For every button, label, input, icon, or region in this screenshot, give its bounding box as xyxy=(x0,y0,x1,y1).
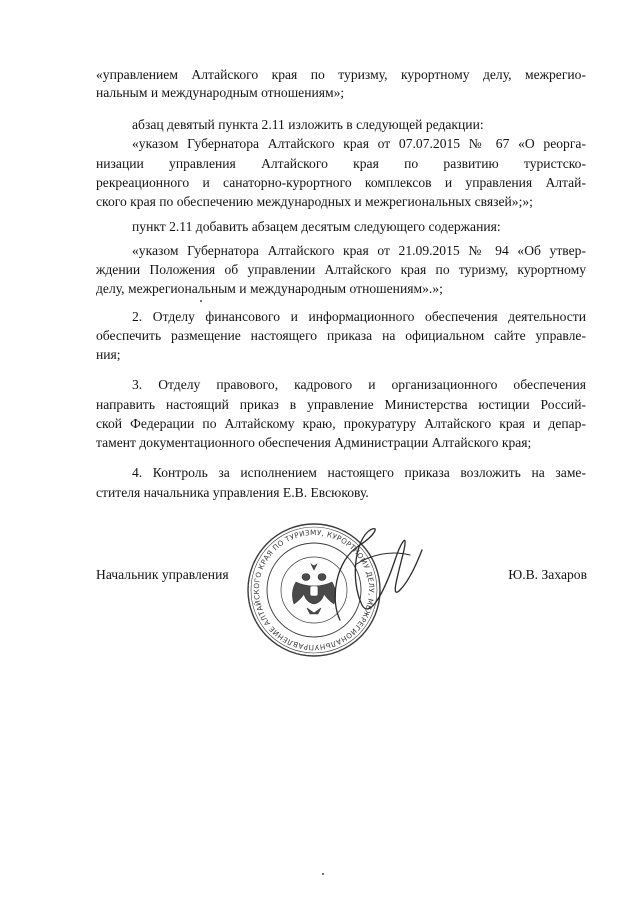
text-line: нальным и международным отношениям»; xyxy=(96,85,345,100)
text-line: абзац девятый пункта 2.11 изложить в следующей редакции: xyxy=(132,117,484,132)
text-line: 3. Отделу правового, кадрового и организационного обеспечения xyxy=(132,377,586,392)
text-line: ждении Положения об управлении Алтайского края по туризму, курортному xyxy=(96,262,586,277)
text-line: рекреационного и санаторно-курортного комплексов и управления Алтай- xyxy=(96,175,586,190)
text-line: ской Федерации по Алтайскому краю, прокуратуру Алтайского края и депар- xyxy=(96,416,586,431)
scan-speck xyxy=(322,873,324,875)
text-line: ского края по обеспечению международных и межрегиональных связей»;»; xyxy=(96,194,533,209)
text-line: низации управления Алтайского края по развитию туристско- xyxy=(96,156,586,171)
text-line: пункт 2.11 добавить абзацем десятым следующего содержания: xyxy=(132,219,501,234)
text-line: «указом Губернатора Алтайского края от 21.09.2015 № 94 «Об утвер- xyxy=(132,243,586,258)
handwritten-signature xyxy=(300,520,430,630)
text-line: «указом Губернатора Алтайского края от 07.07.2015 № 67 «О реорга- xyxy=(132,136,586,151)
text-line: обеспечить размещение настоящего приказа на официальном сайте управле- xyxy=(96,328,586,343)
scan-speck xyxy=(200,300,202,302)
signatory-name: Ю.В. Захаров xyxy=(508,567,587,582)
text-line: стителя начальника управления Е.В. Евсюкову. xyxy=(96,485,369,500)
text-line: ния; xyxy=(96,347,121,362)
text-line: «управлением Алтайского края по туризму, курортному делу, межрегио- xyxy=(96,67,586,82)
text-line: тамент документационного обеспечения Администрации Алтайского края; xyxy=(96,435,532,450)
text-line: 2. Отделу финансового и информационного обеспечения деятельности xyxy=(132,309,586,324)
seal-ring-text: УПРАВЛЕНИЕ АЛТАЙСКОГО КРАЯ ПО ТУРИЗМУ, КУРОРТНОМУ ДЕЛУ, МЕЖРЕГИОНАЛЬНЫМ xyxy=(251,527,377,653)
text-line: направить настоящий приказ в управление Министерства юстиции Россий- xyxy=(96,397,586,412)
text-line: 4. Контроль за исполнением настоящего приказа возложить на заме- xyxy=(132,465,586,480)
text-line: делу, межрегиональным и международным отношениям».»; xyxy=(96,281,443,296)
signatory-title: Начальник управления xyxy=(96,567,229,582)
